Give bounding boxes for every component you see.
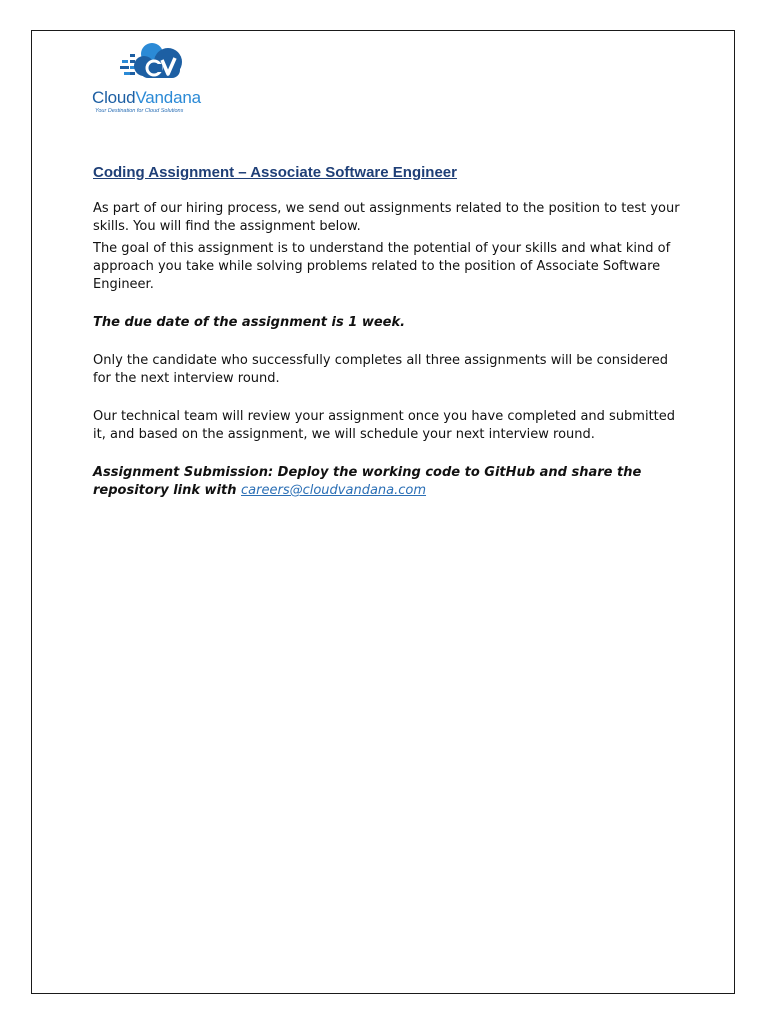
candidate-paragraph: Only the candidate who successfully completes all three assignments will be considered for the next interview round. bbox=[93, 353, 668, 386]
brand-name bbox=[92, 88, 201, 108]
submission-note bbox=[93, 464, 681, 500]
review-paragraph: Our technical team will review your assignment once you have completed and submitted it, and based on the assignment, we will schedule your next interview round. bbox=[93, 409, 676, 442]
careers-email-link[interactable]: careers@cloudvandana.com bbox=[241, 483, 427, 498]
document-body bbox=[93, 163, 681, 504]
goal-paragraph: The goal of this assignment is to understand the potential of your skills and what kind of approach you take while solving problems related to the position of Associate Software Engineer. bbox=[93, 241, 671, 292]
company-logo bbox=[92, 40, 232, 118]
brand-name-part1: Cloud bbox=[92, 88, 136, 107]
intro-paragraph: As part of our hiring process, we send out assignments related to the position to test your skills. You will find the assignment below. bbox=[93, 201, 680, 234]
brand-tagline: Your Destination for Cloud Solutions bbox=[95, 108, 184, 114]
cloud-logo-icon bbox=[120, 40, 192, 86]
due-date-note: The due date of the assignment is 1 week. bbox=[93, 315, 406, 330]
submission-text: Assignment Submission: Deploy the working code to GitHub and share the repository link with bbox=[93, 465, 642, 498]
document-title: Coding Assignment – Associate Software Engineer bbox=[93, 164, 457, 181]
brand-name-part2: Vandana bbox=[135, 88, 201, 107]
